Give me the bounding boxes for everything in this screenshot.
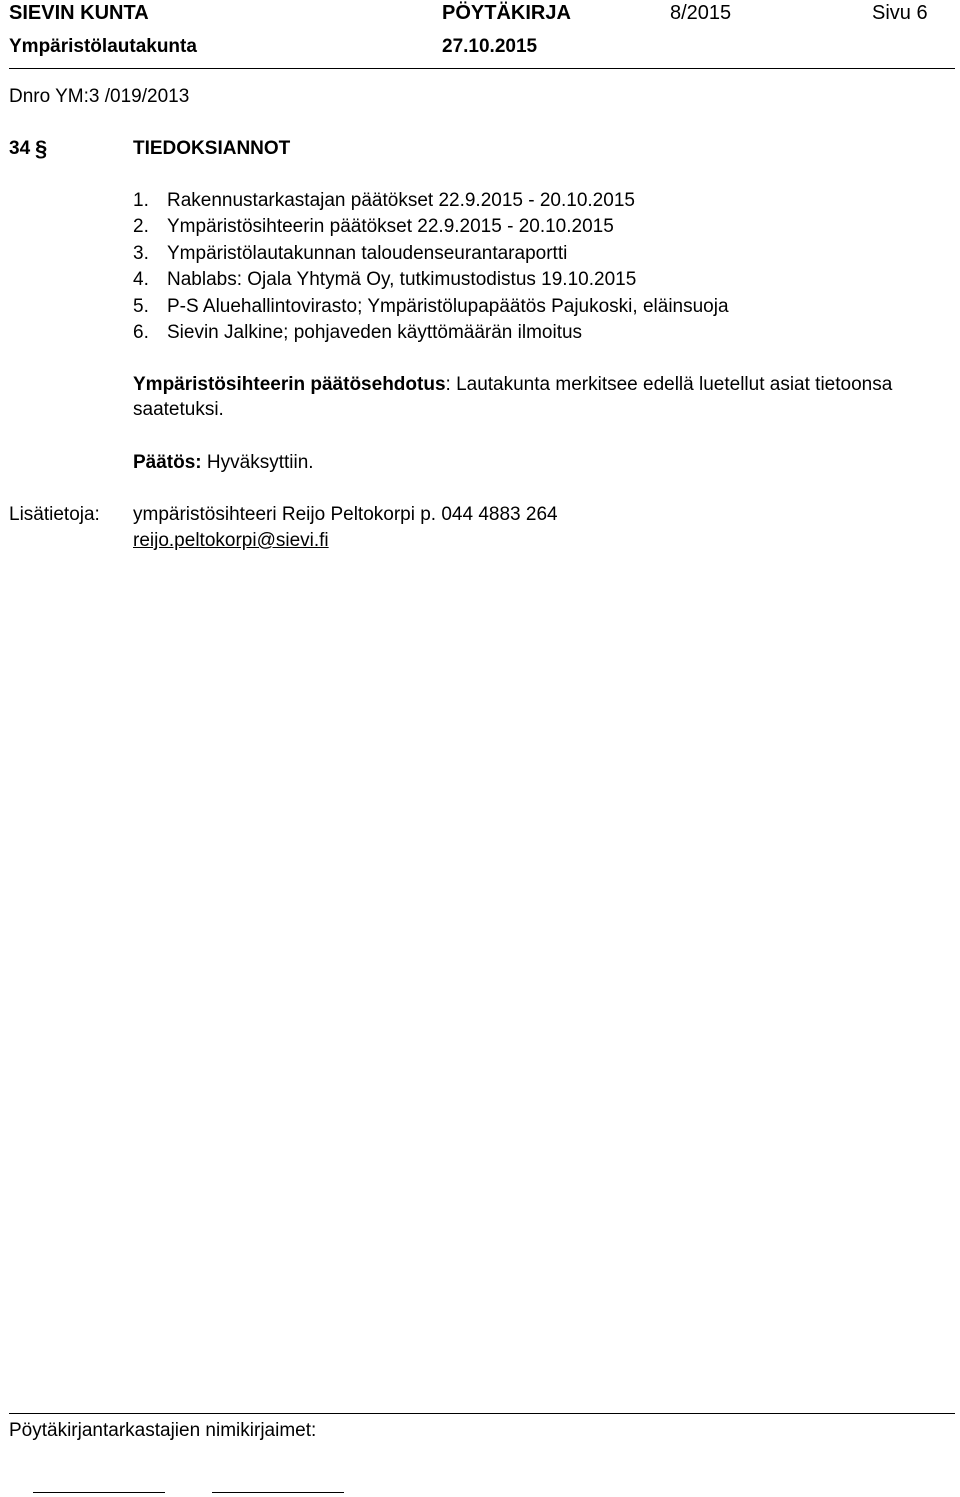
item-number: 1. bbox=[133, 190, 149, 211]
section-symbol: § bbox=[35, 136, 48, 161]
item-text: Ympäristösihteerin päätökset 22.9.2015 - 20.10.2015 bbox=[167, 216, 614, 238]
contact-info: ympäristösihteeri Reijo Peltokorpi p. 044 4883 264 bbox=[133, 504, 558, 525]
section-number: 34 bbox=[9, 138, 31, 159]
proposal-label: Ympäristösihteerin päätösehdotus bbox=[133, 374, 446, 395]
page-number: Sivu 6 bbox=[872, 2, 928, 24]
item-text: Rakennustarkastajan päätökset 22.9.2015 - 20.10.2015 bbox=[167, 190, 635, 211]
proposal-text: : Lautakunta merkitsee edellä luetellut asiat tietoonsa saatetuksi. bbox=[133, 374, 893, 420]
footer-divider bbox=[9, 1413, 955, 1414]
meeting-date: 27.10.2015 bbox=[442, 36, 538, 57]
document-type: PÖYTÄKIRJA bbox=[442, 2, 571, 24]
contact-email-link[interactable]: reijo.peltokorpi@sievi.fi bbox=[133, 530, 329, 551]
list-item bbox=[133, 296, 729, 322]
item-number: 3. bbox=[133, 242, 149, 264]
item-text: Ympäristölautakunnan taloudenseurantaraportti bbox=[167, 242, 568, 264]
list-item bbox=[133, 322, 729, 348]
list-item bbox=[133, 216, 729, 242]
notice-list bbox=[133, 190, 729, 348]
decision-label: Päätös: bbox=[133, 452, 202, 473]
list-item bbox=[133, 190, 729, 216]
committee-name: Ympäristölautakunta bbox=[9, 36, 197, 57]
organization-name: SIEVIN KUNTA bbox=[9, 2, 149, 24]
inspector-initials-label: Pöytäkirjantarkastajien nimikirjaimet: bbox=[9, 1420, 317, 1441]
document-number: 8/2015 bbox=[670, 2, 732, 24]
list-item bbox=[133, 269, 729, 295]
signature-line bbox=[212, 1492, 344, 1493]
decision bbox=[133, 452, 314, 474]
decision-proposal bbox=[133, 372, 933, 422]
item-text: Nablabs: Ojala Yhtymä Oy, tutkimustodistus 19.10.2015 bbox=[167, 269, 637, 291]
item-text: P-S Aluehallintovirasto; Ympäristölupapäätös Pajukoski, eläinsuoja bbox=[167, 295, 729, 317]
item-number: 2. bbox=[133, 216, 149, 238]
header-divider bbox=[9, 68, 955, 69]
list-item bbox=[133, 243, 729, 269]
reference-number: Dnro YM:3 /019/2013 bbox=[9, 86, 190, 107]
item-number: 6. bbox=[133, 321, 149, 343]
decision-text: Hyväksyttiin. bbox=[201, 452, 314, 473]
info-label: Lisätietoja: bbox=[9, 504, 100, 525]
item-number: 5. bbox=[133, 295, 149, 317]
section-title: TIEDOKSIANNOT bbox=[133, 138, 291, 159]
signature-line bbox=[33, 1492, 165, 1493]
item-number: 4. bbox=[133, 269, 149, 291]
item-text: Sievin Jalkine; pohjaveden käyttömäärän ilmoitus bbox=[167, 321, 583, 343]
